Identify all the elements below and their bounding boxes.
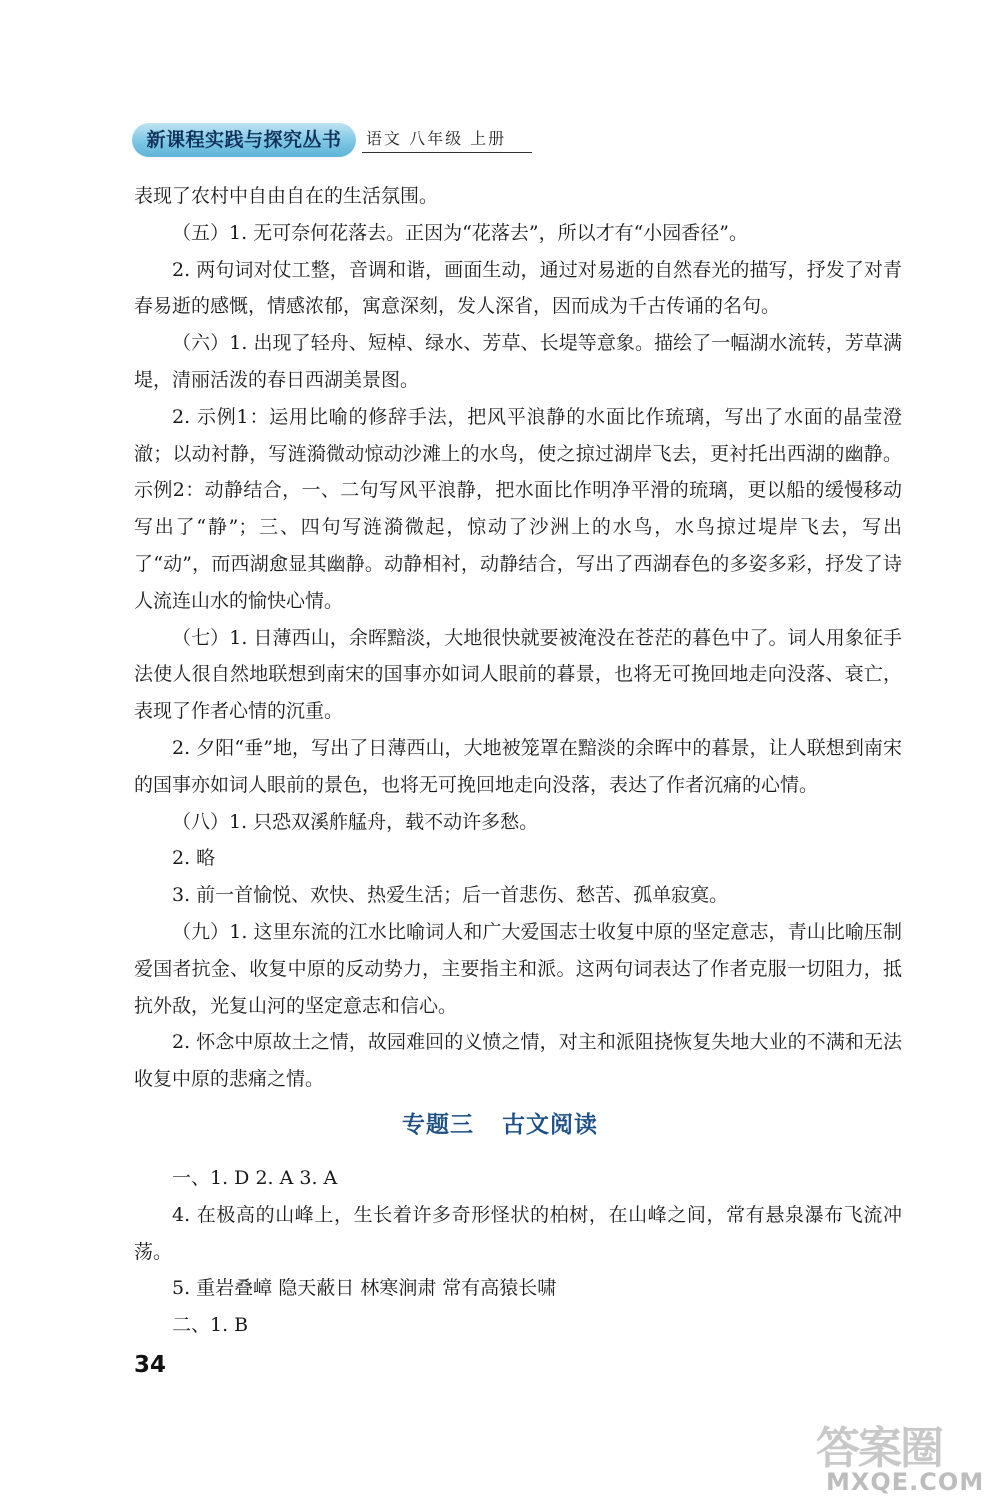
answer-5-2: 2. 两句词对仗工整，音调和谐，画面生动，通过对易逝的自然春光的描写，抒发了对青春易逝的感慨，情感浓郁，寓意深刻，发人深省，因而成为千古传诵的名句。 [134, 258, 902, 318]
watermark-mark: 答案圈 [816, 1423, 942, 1474]
answer-9-1: （九）1. 这里东流的江水比喻词人和广大爱国志士收复中原的坚定意志，青山比喻压制爱国者抗金、收复中原的反动势力，主要指主和派。这两句词表达了作者克服一切阻力，抵抗外敌，光复山河的坚定意志和信心。 [134, 920, 902, 1017]
answer-1-5: 5. 重岩叠嶂 隐天蔽日 林寒涧肃 常有高猿长啸 [172, 1277, 557, 1300]
answer-1-choices: 一、1. D 2. A 3. A [172, 1167, 338, 1189]
section-title: 古文阅读 [502, 1112, 598, 1138]
answer-9-2: 2. 怀念中原故土之情，故园难回的义愤之情，对主和派阻挠恢复失地大业的不满和无法收复中原的悲痛之情。 [134, 1031, 902, 1091]
classical-reading-answers [134, 1160, 902, 1344]
answer-5-1: （五）1. 无可奈何花落去。正因为“花落去”，所以才有“小园香径”。 [172, 221, 749, 244]
answer-7-2: 2. 夕阳“垂”地，写出了日薄西山，大地被笼罩在黯淡的余晖中的暮景，让人联想到南宋的国事亦如词人眼前的景色，也将无可挽回地走向没落，表达了作者沉痛的心情。 [134, 736, 902, 796]
answer-8-2: 2. 略 [172, 847, 216, 870]
subject-grade-label: 语文 八年级 上册 [366, 129, 507, 148]
paragraph-continuation: 表现了农村中自由自在的生活氛围。 [134, 185, 439, 207]
header-underline [362, 152, 532, 153]
series-title-badge: 新课程实践与探究丛书 [132, 123, 356, 157]
answer-8-3: 3. 前一首愉悦、欢快、热爱生活；后一首悲伤、愁苦、孤单寂寞。 [172, 884, 729, 907]
watermark-logo [816, 1412, 996, 1502]
answer-7-1: （七）1. 日薄西山，余晖黯淡，大地很快就要被淹没在苍茫的暮色中了。词人用象征手法使人很自然地联想到南宋的国事亦如词人眼前的暮景，也将无可挽回地走向没落、衰亡，表现了作者心情的沉重。 [134, 626, 902, 723]
section-heading [0, 1106, 1000, 1139]
watermark-url: MXQE.COM [826, 1468, 985, 1496]
answer-6-1: （六）1. 出现了轻舟、短棹、绿水、芳草、长堤等意象。描绘了一幅湖水流转，芳草满堤，清丽活泼的春日西湖美景图。 [134, 332, 902, 391]
answer-6-2: 2. 示例1：运用比喻的修辞手法，把风平浪静的水面比作琉璃，写出了水面的晶莹澄澈；以动衬静，写涟漪微动惊动沙滩上的水鸟，使之掠过湖岸飞去，更衬托出西湖的幽静。 示例2：动静结合，一、二句写风平浪静，把水面比作明净平滑的琉璃，更以船的缓慢移动写出了“静”；三、四句写涟漪微起，惊动了沙洲上的水鸟，水鸟掠过堤岸飞去，写出了“动”，而西湖愈显其幽静。动静相衬，动静结合，写出了西湖春色的多姿多彩，抒发了诗人流连山水的愉快心情。 [134, 405, 902, 612]
answer-2-1: 二、1. B [172, 1314, 249, 1337]
answer-text-block [134, 178, 902, 1098]
page-number: 34 [134, 1352, 167, 1378]
section-label: 专题三 [402, 1112, 474, 1138]
running-header [132, 123, 532, 157]
answer-8-1: （八）1. 只恐双溪舴艋舟，载不动许多愁。 [172, 810, 539, 833]
answer-1-4: 4. 在极高的山峰上，生长着许多奇形怪状的柏树，在山峰之间，常有悬泉瀑布飞流冲荡。 [134, 1203, 902, 1263]
